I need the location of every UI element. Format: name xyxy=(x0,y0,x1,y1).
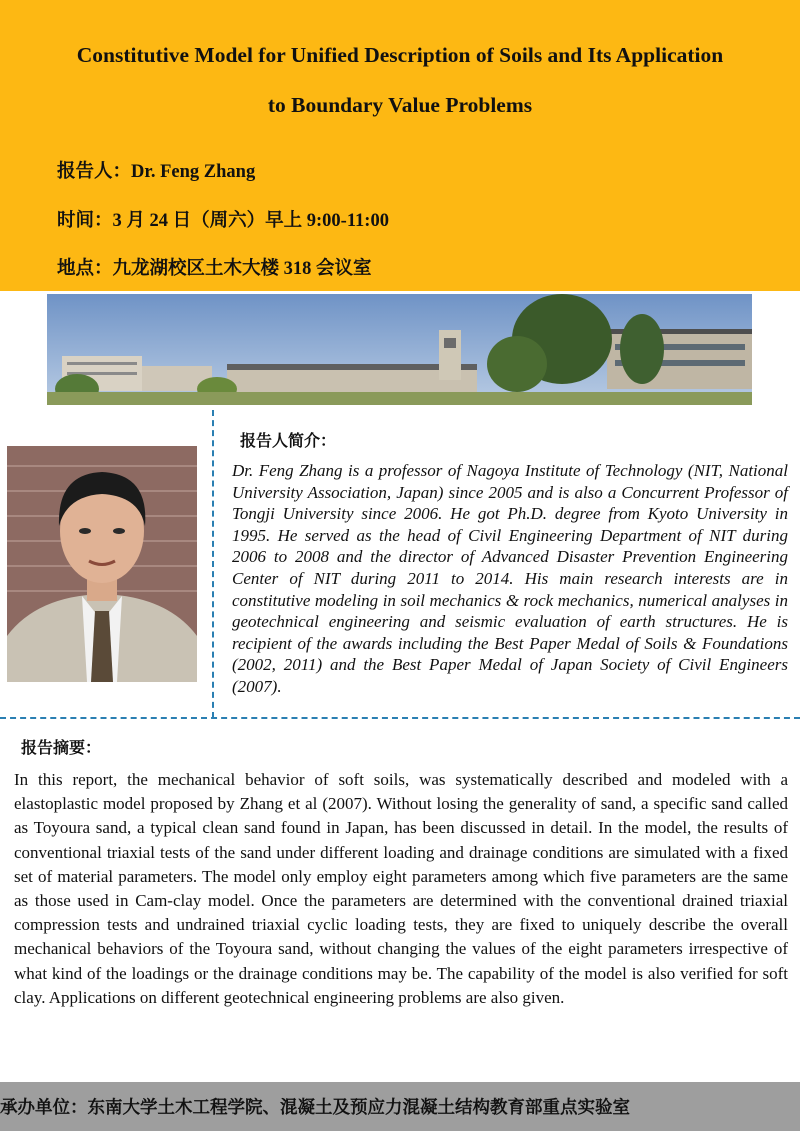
speaker-bio: Dr. Feng Zhang is a professor of Nagoya Institute of Technology (NIT, National University Association, Japan) since 2005 and is also a Concurrent Professor of Tongji University since 2006. He got Ph.D. degree from Kyoto University in 1995. He served as the head of Civil Engineering Department of NIT during 2006 to 2008 and the director of Advanced Disaster Prevention Engineering Center of NIT during 2011 to 2014. His main research interests are in constitutive modeling in soil mechanics & rock mechanics, numerical analyses in geotechnical engineering and seismic evaluation of earth structures. He is recipient of the awards including the Best Paper Medal of Soils & Foundations (2002, 2011) and the Best Paper Medal of Japan Society of Civil Engineers (2007). xyxy=(232,461,788,696)
organizer-line: 承办单位：东南大学土木工程学院、混凝土及预应力混凝土结构教育部重点实验室 xyxy=(0,1097,630,1117)
speaker-line: 报告人：Dr. Feng Zhang xyxy=(57,162,256,182)
footer-bar xyxy=(0,1082,800,1131)
abstract-heading: 报告摘要： xyxy=(21,740,102,757)
bio-heading: 报告人简介： xyxy=(240,433,337,450)
title-line-1: Constitutive Model for Unified Description of Soils and Its Application xyxy=(76,43,724,67)
talk-title xyxy=(0,30,800,130)
vertical-divider xyxy=(212,410,214,718)
horizontal-divider xyxy=(0,717,800,719)
location-line: 地点：九龙湖校区土木大楼 318 会议室 xyxy=(57,259,372,279)
header-banner xyxy=(0,0,800,291)
abstract-body: In this report, the mechanical behavior of soft soils, was systematically described and modeled with a elastoplastic model proposed by Zhang et al (2007). Without losing the generality of sand, a specific sand called as Toyoura sand, a typical clean sand found in Japan, has been discussed in detail. In the model, the results of conventional triaxial tests of the sand under different loading and drainage conditions are simulated with a fixed set of material parameters. The model only employ eight parameters among which five parameters are the same as those used in Cam-clay model. Once the parameters are determined with the conventional drained triaxial compression tests and undrained triaxial cyclic loading tests, they are fixed to uniquely describe the overall mechanical behaviors of the Toyoura sand, without changing the values of the eight parameters irrespective of what kind of the loadings or the drainage conditions may be. The capability of the model is also verified for soft clay. Applications on different geotechnical engineering problems are also given. xyxy=(14,770,788,1007)
time-line: 时间：3 月 24 日（周六）早上 9:00-11:00 xyxy=(57,211,389,231)
title-line-2: to Boundary Value Problems xyxy=(267,93,533,117)
campus-photo xyxy=(47,294,752,405)
speaker-portrait xyxy=(7,446,197,682)
